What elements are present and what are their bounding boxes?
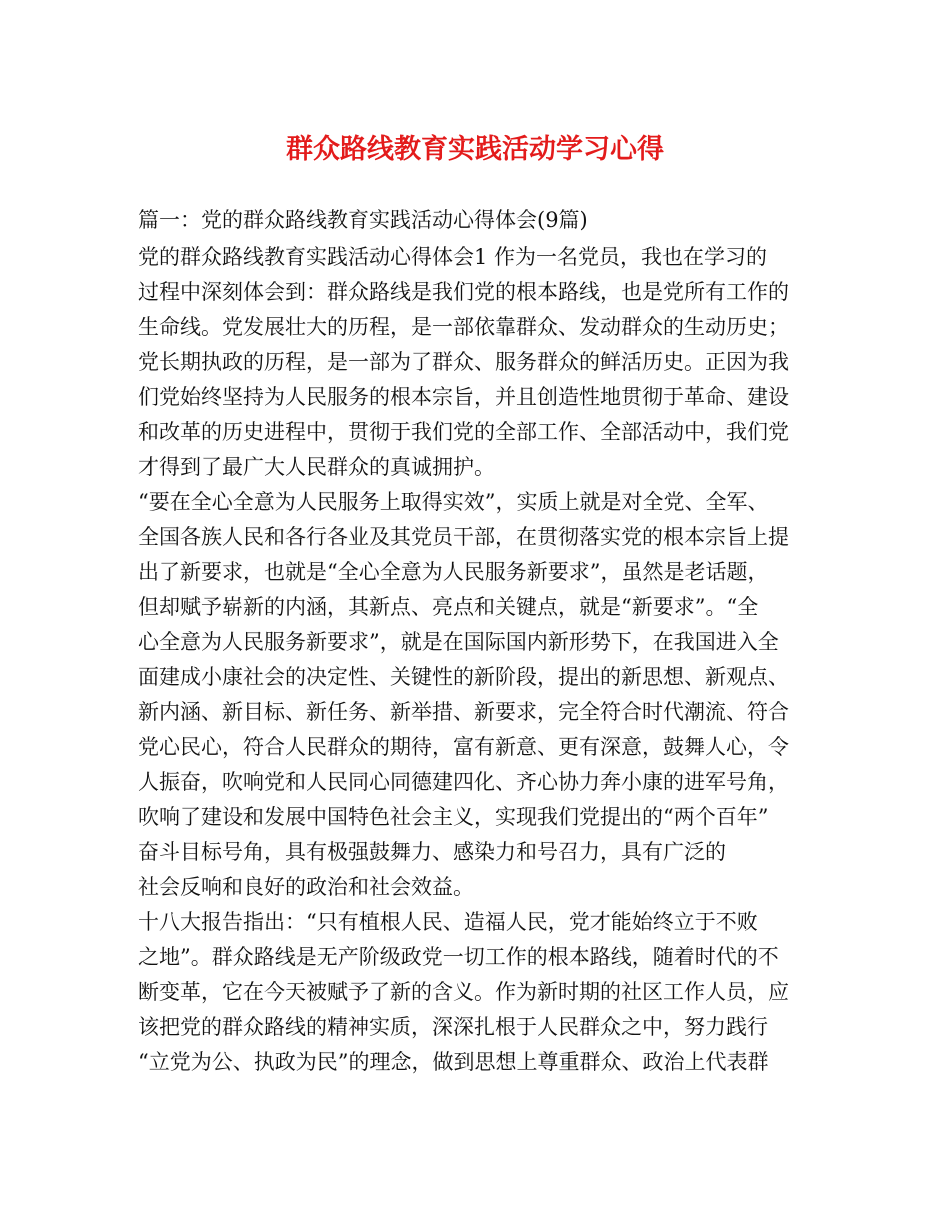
text-line: 党心民心，符合人民群众的期待，富有新意、更有深意，鼓舞人心，令	[138, 735, 789, 759]
text-line: 社会反响和良好的政治和社会效益。	[138, 875, 474, 899]
text-line: 生命线。党发展壮大的历程，是一部依靠群众、发动群众的生动历史；	[138, 315, 789, 339]
text-line: 断变革，它在今天被赋予了新的含义。作为新时期的社区工作人员，应	[138, 980, 789, 1004]
text-line: 该把党的群众路线的精神实质，深深扎根于人民群众之中，努力践行	[138, 1015, 768, 1039]
section-heading: 篇一：党的群众路线教育实践活动心得体会(9篇)	[138, 208, 588, 232]
text-line: 才得到了最广大人民群众的真诚拥护。	[138, 455, 495, 479]
text-line: 过程中深刻体会到：群众路线是我们党的根本路线，也是党所有工作的	[138, 280, 789, 304]
text-line: “立党为公、执政为民”的理念，做到思想上尊重群众、政治上代表群	[138, 1050, 769, 1074]
text-line: 吹响了建设和发展中国特色社会主义，实现我们党提出的“两个百年”	[138, 805, 769, 829]
text-line: 新内涵、新目标、新任务、新举措、新要求，完全符合时代潮流、符合	[138, 700, 789, 724]
text-line: 们党始终坚持为人民服务的根本宗旨，并且创造性地贯彻于革命、建设	[138, 385, 789, 409]
text-line: 和改革的历史进程中，贯彻于我们党的全部工作、全部活动中，我们党	[138, 420, 789, 444]
text-line: 但却赋予崭新的内涵，其新点、亮点和关键点，就是“新要求”。“全	[138, 595, 759, 619]
document-body	[138, 203, 828, 1080]
text-line: 十八大报告指出：“只有植根人民、造福人民，党才能始终立于不败	[138, 910, 758, 934]
text-line: 全国各族人民和各行各业及其党员干部，在贯彻落实党的根本宗旨上提	[138, 525, 789, 549]
document-title: 群众路线教育实践活动学习心得	[286, 134, 664, 165]
text-line: 人振奋，吹响党和人民同心同德建四化、齐心协力奔小康的进军号角，	[138, 770, 789, 794]
text-line: 奋斗目标号角，具有极强鼓舞力、感染力和号召力，具有广泛的	[138, 840, 726, 864]
text-line: 面建成小康社会的决定性、关键性的新阶段，提出的新思想、新观点、	[138, 665, 789, 689]
text-line: 之地”。群众路线是无产阶级政党一切工作的根本路线，随着时代的不	[138, 945, 779, 969]
text-line: “要在全心全意为人民服务上取得实效”，实质上就是对全党、全军、	[138, 490, 769, 514]
text-line: 出了新要求，也就是“全心全意为人民服务新要求”，虽然是老话题，	[138, 560, 769, 584]
text-line: 党的群众路线教育实践活动心得体会1 作为一名党员，我也在学习的	[138, 245, 768, 269]
text-line: 心全意为人民服务新要求”，就是在国际国内新形势下，在我国进入全	[138, 630, 779, 654]
text-line: 党长期执政的历程，是一部为了群众、服务群众的鲜活历史。正因为我	[138, 350, 789, 374]
